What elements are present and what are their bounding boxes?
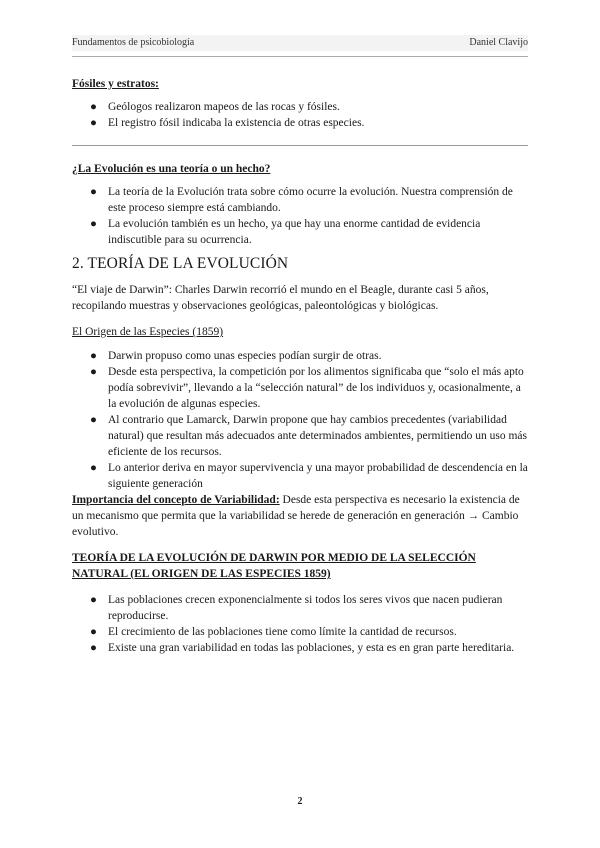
bullet-icon: ● [90, 117, 97, 129]
bullet-icon: ● [90, 642, 97, 654]
bullet-icon: ● [90, 414, 97, 426]
list-item: ● Darwin propuso como unas especies podían surgir de otras. [90, 350, 382, 362]
section-title-theory-fact: ¿La Evolución es una teoría o un hecho? [72, 163, 271, 175]
header-rule [72, 56, 528, 57]
origin-species-list [72, 348, 528, 492]
subheading-origin-species: El Origen de las Especies (1859) [72, 326, 224, 338]
list-item: ● La evolución también es un hecho, ya que hay una enorme cantidad de evidencia indiscutible para su ocurrencia. [90, 218, 481, 246]
importance-label: Importancia del concepto de Variabilidad: [72, 494, 280, 506]
heading-theory-evolution: 2. TEORÍA DE LA EVOLUCIÓN [72, 255, 289, 272]
list-item: ● Existe una gran variabilidad en todas las poblaciones, y esta es en gran parte hereditaria. [90, 642, 515, 654]
page-content [72, 76, 528, 656]
header-author: Daniel Clavijo [469, 37, 528, 48]
list-item: ● Lo anterior deriva en mayor supervivencia y una mayor probabilidad de descendencia en la siguiente generación [90, 462, 528, 490]
bullet-icon: ● [90, 186, 97, 198]
bullet-icon: ● [90, 594, 97, 606]
natural-selection-list [72, 592, 528, 656]
list-item: ● Al contrario que Lamarck, Darwin propone que hay cambios precedentes (variabilidad natural) que resultan más adecuados ante determinados ambientes, permitiendo un uso más eficiente de los recursos. [90, 414, 527, 458]
fossils-list [72, 99, 528, 131]
intro-paragraph: “El viaje de Darwin”: Charles Darwin recorrió el mundo en el Beagle, durante casi 5 años, recopilando muestras y observaciones geológicas, paleontológicas y biológicas. [72, 284, 489, 312]
list-item: ● Las poblaciones crecen exponencialmente si todos los seres vivos que nacen pudieran reproducirse. [90, 594, 503, 622]
list-item: ● El registro fósil indicaba la existencia de otras especies. [90, 117, 365, 129]
importance-text: Desde esta perspectiva es necesario la existencia de un mecanismo que permita que la variabilidad se herede de generación en generación → Cambio evolutivo. [72, 494, 520, 538]
theory-fact-list [72, 184, 528, 248]
bullet-icon: ● [90, 366, 97, 378]
importance-paragraph [72, 492, 528, 540]
bullet-icon: ● [90, 462, 97, 474]
running-header [72, 35, 528, 51]
header-course-title: Fundamentos de psicobiología [72, 37, 195, 48]
bullet-icon: ● [90, 626, 97, 638]
section-title-fossils: Fósiles y estratos: [72, 78, 159, 90]
section-title-natural-selection: TEORÍA DE LA EVOLUCIÓN DE DARWIN POR MEDIO DE LA SELECCIÓN NATURAL (EL ORIGEN DE LAS ESPECIES 1859) [72, 552, 476, 580]
list-item: ● El crecimiento de las poblaciones tiene como límite la cantidad de recursos. [90, 626, 457, 638]
horizontal-divider [72, 145, 528, 146]
list-item: ● La teoría de la Evolución trata sobre cómo ocurre la evolución. Nuestra comprensión de este proceso siempre está cambiando. [90, 186, 513, 214]
list-item: ● Geólogos realizaron mapeos de las rocas y fósiles. [90, 101, 340, 113]
bullet-icon: ● [90, 101, 97, 113]
bullet-icon: ● [90, 218, 97, 230]
list-item: ● Desde esta perspectiva, la competición por los alimentos significaba que “solo el más apto podía sobrevivir”, llevando a la “selección natural” de los individuos y, ocasionalmente, a la evolución de algunas especies. [90, 366, 524, 410]
page-number: 2 [297, 796, 303, 807]
bullet-icon: ● [90, 350, 97, 362]
